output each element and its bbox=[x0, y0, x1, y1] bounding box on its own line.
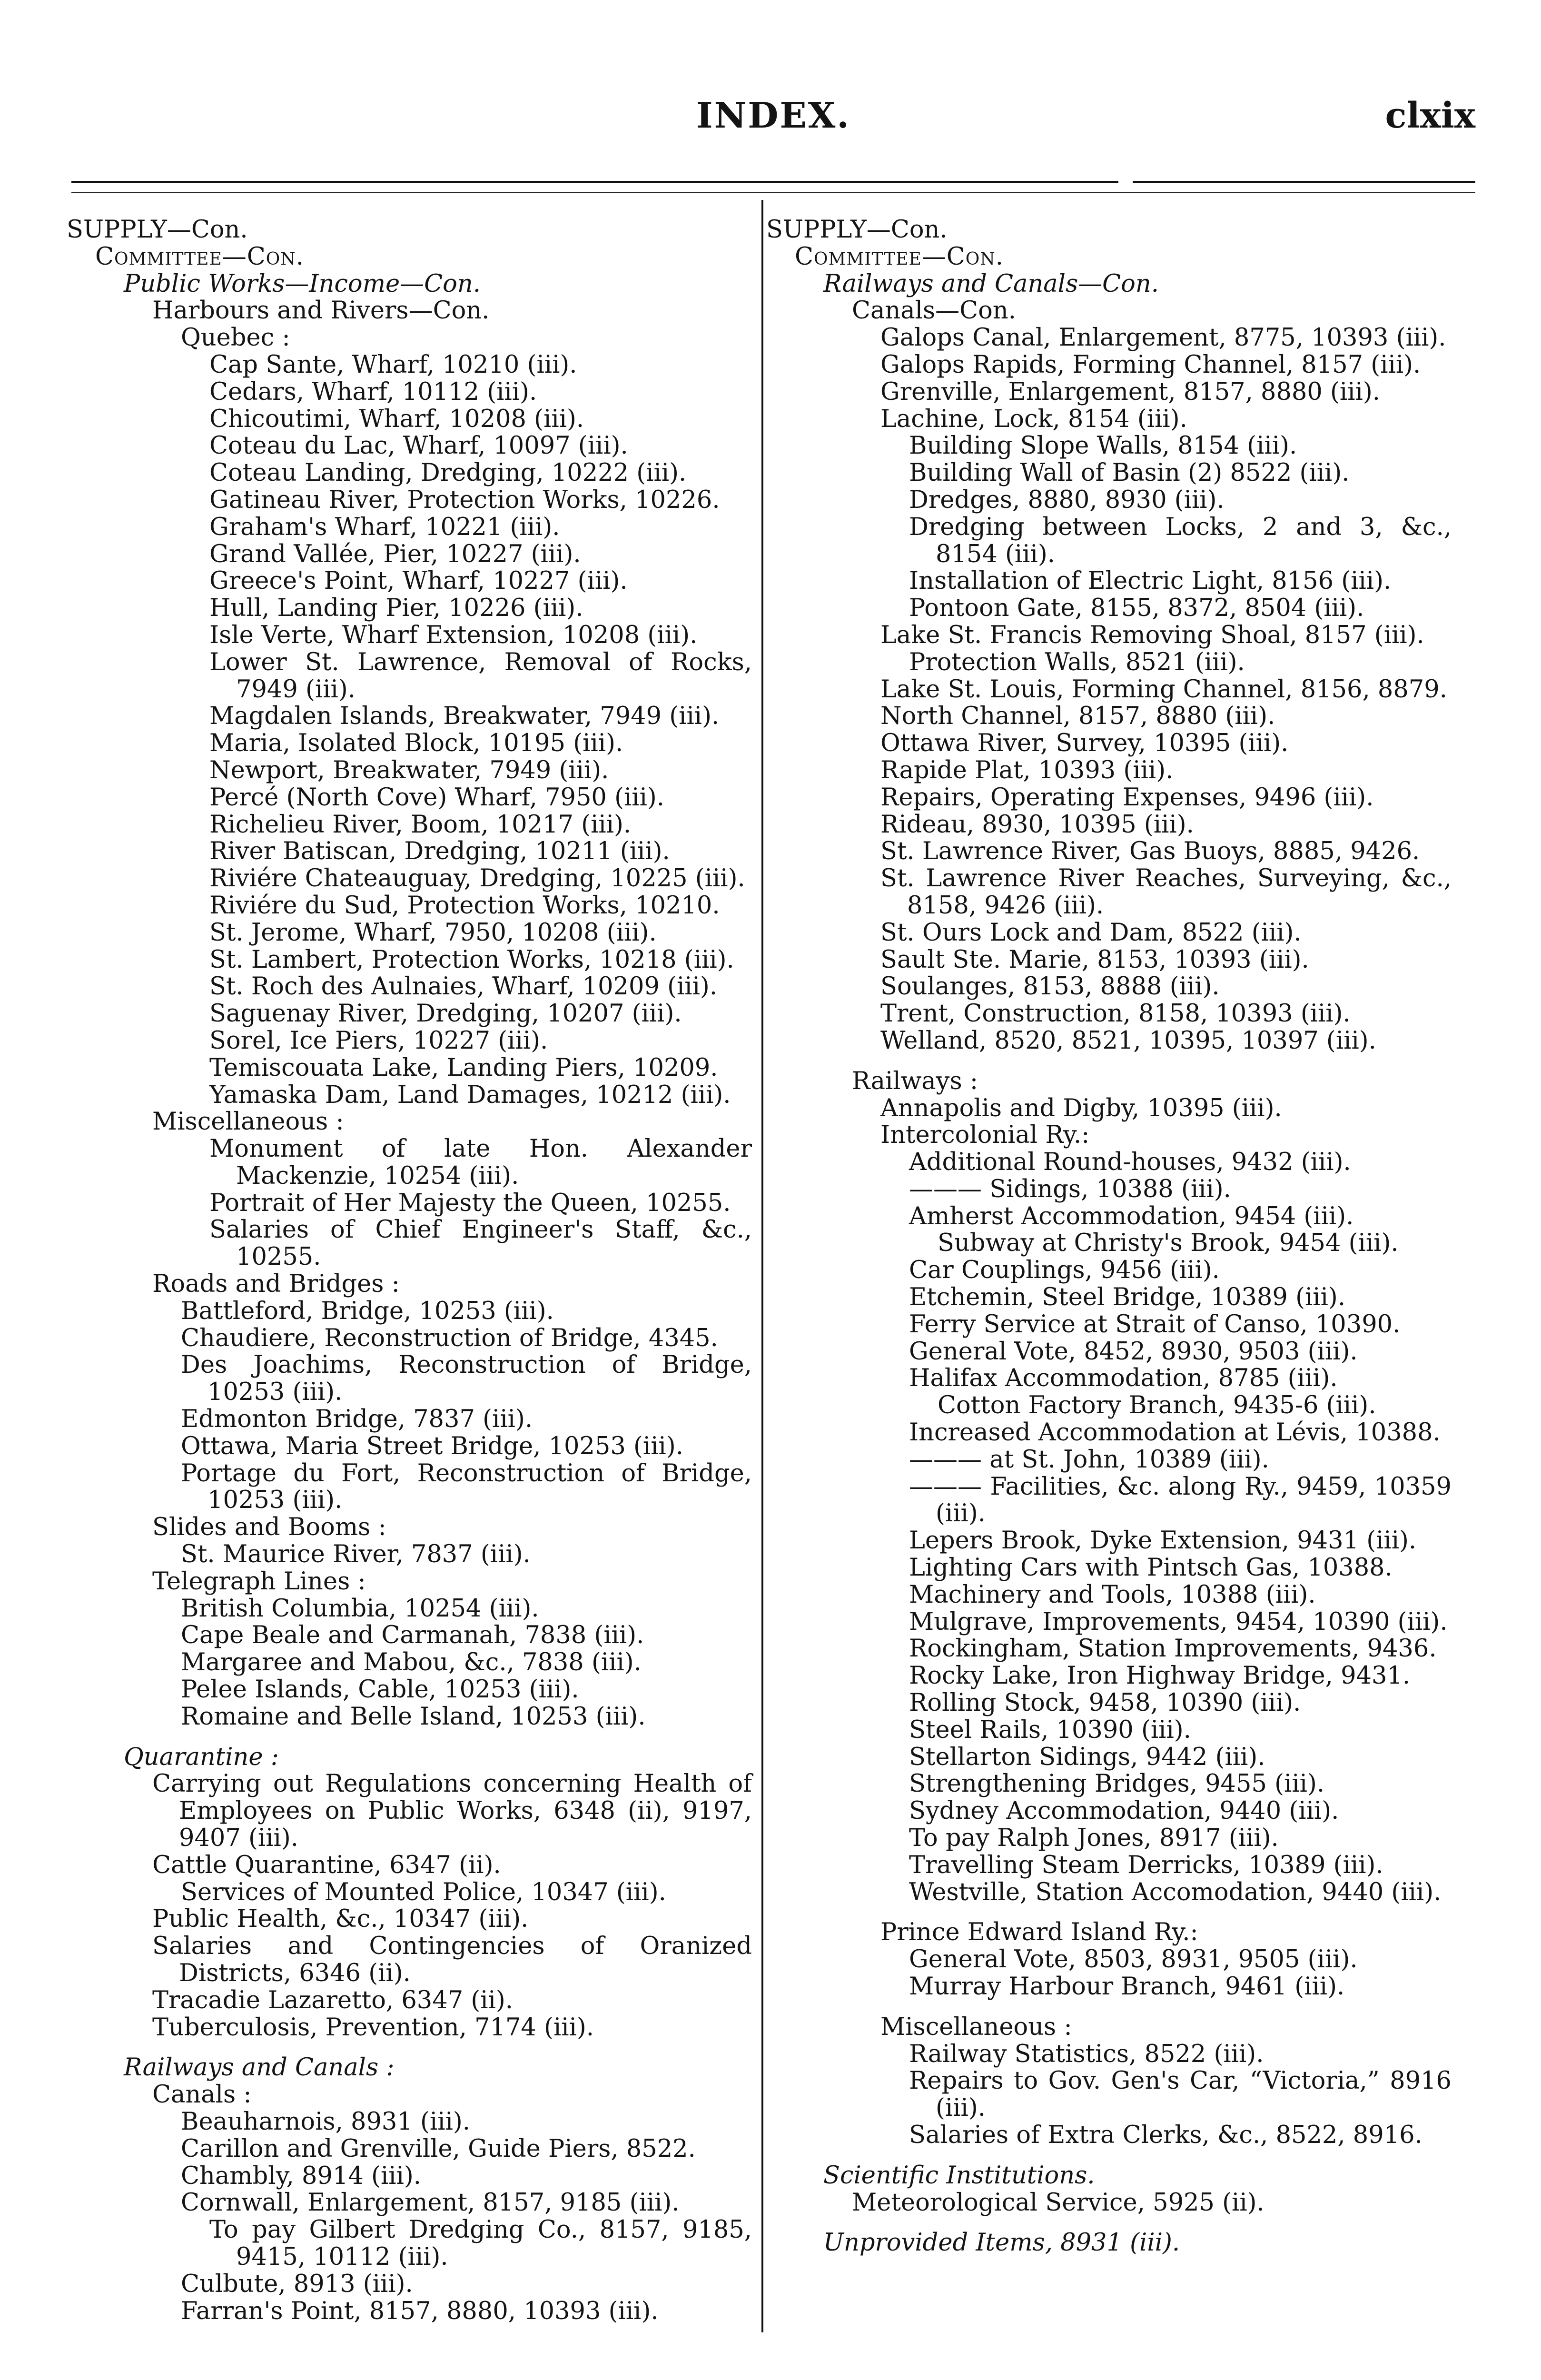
index-entry: Galops Canal, Enlargement, 8775, 10393 (iii). bbox=[880, 324, 1446, 352]
index-entry: Magdalen Islands, Breakwater, 7949 (iii). bbox=[209, 702, 720, 731]
index-entry: Greece's Point, Wharf, 10227 (iii). bbox=[209, 567, 628, 595]
index-entry: St. Lawrence River, Gas Buoys, 8885, 9426. bbox=[880, 837, 1420, 866]
index-entry: Pelee Islands, Cable, 10253 (iii). bbox=[181, 1676, 579, 1704]
index-entry: Romaine and Belle Island, 10253 (iii). bbox=[181, 1702, 646, 1731]
index-entry: Miscellaneous : bbox=[880, 2013, 1072, 2041]
header-rule-left bbox=[71, 181, 1118, 183]
index-entry: Protection Walls, 8521 (iii). bbox=[909, 648, 1245, 676]
index-entry: General Vote, 8503, 8931, 9505 (iii). bbox=[909, 1945, 1358, 1974]
index-entry: Cape Beale and Carmanah, 7838 (iii). bbox=[181, 1621, 644, 1650]
index-entry: Cap Sante, Wharf, 10210 (iii). bbox=[209, 350, 577, 379]
index-entry: Welland, 8520, 8521, 10395, 10397 (iii). bbox=[880, 1026, 1376, 1055]
index-entry: Ottawa, Maria Street Bridge, 10253 (iii). bbox=[181, 1432, 683, 1460]
index-entry: Quarantine : bbox=[124, 1743, 279, 1771]
index-entry: Harbours and Rivers—Con. bbox=[152, 297, 490, 325]
index-entry: Tracadie Lazaretto, 6347 (ii). bbox=[152, 1986, 513, 2014]
index-entry: Canals—Con. bbox=[852, 297, 1016, 325]
index-column-left bbox=[67, 217, 752, 2325]
index-entry: St. Roch des Aulnaies, Wharf, 10209 (iii). bbox=[209, 972, 718, 1001]
index-entry: Lighting Cars with Pintsch Gas, 10388. bbox=[909, 1554, 1393, 1582]
index-entry: General Vote, 8452, 8930, 9503 (iii). bbox=[909, 1337, 1358, 1366]
index-entry: Rapide Plat, 10393 (iii). bbox=[880, 756, 1174, 784]
index-entry: SUPPLY—Con. bbox=[766, 216, 948, 244]
index-entry: Installation of Electric Light, 8156 (iii). bbox=[909, 567, 1392, 595]
index-entry: Lake St. Louis, Forming Channel, 8156, 8879. bbox=[880, 675, 1447, 704]
index-entry: To pay Ralph Jones, 8917 (iii). bbox=[909, 1824, 1279, 1853]
index-entry: Railways : bbox=[852, 1067, 978, 1095]
index-entry: Dredging between Locks, 2 and 3, &c., 8154 (iii). bbox=[909, 513, 1452, 568]
index-entry: St. Ours Lock and Dam, 8522 (iii). bbox=[880, 918, 1302, 947]
index-column-right bbox=[766, 217, 1452, 2257]
index-entry: Committee—Con. bbox=[95, 242, 304, 271]
index-entry: Farran's Point, 8157, 8880, 10393 (iii). bbox=[181, 2297, 659, 2325]
index-entry: Des Joachims, Reconstruction of Bridge, 10253 (iii). bbox=[181, 1351, 752, 1407]
index-entry: Increased Accommodation at Lévis, 10388. bbox=[909, 1418, 1441, 1447]
index-entry: Percé (North Cove) Wharf, 7950 (iii). bbox=[209, 783, 665, 812]
index-entry: Portage du Fort, Reconstruction of Bridge, 10253 (iii). bbox=[181, 1459, 752, 1515]
index-entry: Salaries of Extra Clerks, &c., 8522, 8916. bbox=[909, 2121, 1422, 2149]
index-entry: Travelling Steam Derricks, 10389 (iii). bbox=[909, 1851, 1383, 1879]
index-entry: Soulanges, 8153, 8888 (iii). bbox=[880, 972, 1220, 1001]
index-entry: Cedars, Wharf, 10112 (iii). bbox=[209, 377, 537, 406]
index-entry: Repairs to Gov. Gen's Car, “Victoria,” 8916 (iii). bbox=[909, 2067, 1452, 2122]
index-entry: Scientific Institutions. bbox=[823, 2161, 1095, 2190]
index-entry: Carillon and Grenville, Guide Piers, 8522. bbox=[181, 2134, 696, 2163]
index-entry: Battleford, Bridge, 10253 (iii). bbox=[181, 1297, 554, 1325]
index-entry: Miscellaneous : bbox=[152, 1108, 344, 1136]
index-entry: Public Health, &c., 10347 (iii). bbox=[152, 1905, 529, 1934]
index-entry: Riviére du Sud, Protection Works, 10210. bbox=[209, 891, 720, 920]
index-entry: Coteau du Lac, Wharf, 10097 (iii). bbox=[209, 432, 628, 460]
index-entry: St. Jerome, Wharf, 7950, 10208 (iii). bbox=[209, 918, 657, 947]
index-entry: Richelieu River, Boom, 10217 (iii). bbox=[209, 810, 632, 839]
index-entry: Coteau Landing, Dredging, 10222 (iii). bbox=[209, 459, 687, 487]
index-entry: Rideau, 8930, 10395 (iii). bbox=[880, 810, 1194, 839]
index-entry: Building Slope Walls, 8154 (iii). bbox=[909, 432, 1297, 460]
index-entry: Building Wall of Basin (2) 8522 (iii). bbox=[909, 459, 1350, 487]
index-entry: Carrying out Regulations concerning Health of Employees on Public Works, 6348 (ii), 9197, 9407 (iii). bbox=[152, 1770, 752, 1853]
index-entry: Salaries and Contingencies of Oranized Districts, 6346 (ii). bbox=[152, 1932, 752, 1987]
index-entry: Cornwall, Enlargement, 8157, 9185 (iii). bbox=[181, 2189, 680, 2217]
index-entry: Rockingham, Station Improvements, 9436. bbox=[909, 1635, 1437, 1663]
index-entry: North Channel, 8157, 8880 (iii). bbox=[880, 702, 1275, 731]
index-entry: Railway Statistics, 8522 (iii). bbox=[909, 2040, 1264, 2068]
index-entry: St. Maurice River, 7837 (iii). bbox=[181, 1540, 531, 1569]
index-entry: Beauharnois, 8931 (iii). bbox=[181, 2107, 470, 2136]
index-entry: Galops Rapids, Forming Channel, 8157 (iii). bbox=[880, 350, 1421, 379]
index-entry: Isle Verte, Wharf Extension, 10208 (iii). bbox=[209, 621, 698, 649]
header-rule-bottom bbox=[71, 192, 1475, 193]
index-entry: Cattle Quarantine, 6347 (ii). bbox=[152, 1851, 501, 1879]
index-entry: Machinery and Tools, 10388 (iii). bbox=[909, 1580, 1316, 1609]
page-title: INDEX. bbox=[696, 95, 850, 136]
index-entry: British Columbia, 10254 (iii). bbox=[181, 1594, 539, 1623]
index-entry: Sorel, Ice Piers, 10227 (iii). bbox=[209, 1026, 548, 1055]
index-entry: Stellarton Sidings, 9442 (iii). bbox=[909, 1743, 1265, 1771]
index-entry: Unprovided Items, 8931 (iii). bbox=[823, 2229, 1180, 2257]
index-entry: Monument of late Hon. Alexander Mackenzie, 10254 (iii). bbox=[209, 1135, 752, 1190]
index-entry: Quebec : bbox=[181, 324, 290, 352]
index-entry: Strengthening Bridges, 9455 (iii). bbox=[909, 1770, 1325, 1798]
index-entry: ——— Facilities, &c. along Ry., 9459, 10359 (iii). bbox=[909, 1472, 1452, 1528]
index-entry: Canals : bbox=[152, 2081, 252, 2109]
index-entry: Roads and Bridges : bbox=[152, 1270, 400, 1299]
index-entry: Prince Edward Island Ry.: bbox=[880, 1918, 1198, 1947]
index-entry: Railways and Canals : bbox=[124, 2053, 395, 2082]
index-entry: Westville, Station Accomodation, 9440 (iii). bbox=[909, 1878, 1442, 1906]
index-entry: Chambly, 8914 (iii). bbox=[181, 2162, 421, 2190]
index-entry: Gatineau River, Protection Works, 10226. bbox=[209, 486, 720, 514]
index-entry: Services of Mounted Police, 10347 (iii). bbox=[181, 1878, 666, 1906]
index-entry: Annapolis and Digby, 10395 (iii). bbox=[880, 1094, 1282, 1122]
index-entry: Lachine, Lock, 8154 (iii). bbox=[880, 405, 1187, 433]
index-entry: Ferry Service at Strait of Canso, 10390. bbox=[909, 1310, 1401, 1339]
index-entry: Dredges, 8880, 8930 (iii). bbox=[909, 486, 1225, 514]
index-entry: Culbute, 8913 (iii). bbox=[181, 2270, 413, 2298]
index-entry: Graham's Wharf, 10221 (iii). bbox=[209, 513, 560, 541]
index-entry: Mulgrave, Improvements, 9454, 10390 (iii). bbox=[909, 1607, 1448, 1636]
index-entry: Lake St. Francis Removing Shoal, 8157 (iii). bbox=[880, 621, 1424, 649]
index-entry: Public Works—Income—Con. bbox=[124, 269, 481, 298]
index-entry: Lower St. Lawrence, Removal of Rocks, 7949 (iii). bbox=[209, 648, 752, 704]
index-entry: Portrait of Her Majesty the Queen, 10255. bbox=[209, 1189, 731, 1217]
index-entry: To pay Gilbert Dredging Co., 8157, 9185, 9415, 10112 (iii). bbox=[209, 2216, 752, 2271]
index-entry: Maria, Isolated Block, 10195 (iii). bbox=[209, 729, 623, 758]
index-entry: Amherst Accommodation, 9454 (iii). bbox=[909, 1202, 1354, 1230]
index-entry: Halifax Accommodation, 8785 (iii). bbox=[909, 1364, 1338, 1393]
index-entry: Railways and Canals—Con. bbox=[823, 269, 1159, 298]
index-entry: Additional Round-houses, 9432 (iii). bbox=[909, 1148, 1351, 1177]
index-entry: St. Lambert, Protection Works, 10218 (iii). bbox=[209, 945, 734, 974]
index-entry: Meteorological Service, 5925 (ii). bbox=[852, 2188, 1264, 2217]
index-entry: Car Couplings, 9456 (iii). bbox=[909, 1256, 1220, 1285]
index-entry: Grenville, Enlargement, 8157, 8880 (iii). bbox=[880, 377, 1380, 406]
index-entry: Tuberculosis, Prevention, 7174 (iii). bbox=[152, 2013, 594, 2042]
index-entry: Steel Rails, 10390 (iii). bbox=[909, 1716, 1191, 1744]
index-entry: Saguenay River, Dredging, 10207 (iii). bbox=[209, 1000, 682, 1028]
index-entry: Chicoutimi, Wharf, 10208 (iii). bbox=[209, 405, 584, 433]
index-entry: Slides and Booms : bbox=[152, 1513, 386, 1542]
index-entry: ——— Sidings, 10388 (iii). bbox=[909, 1175, 1231, 1203]
index-entry: Temiscouata Lake, Landing Piers, 10209. bbox=[209, 1053, 718, 1082]
index-entry: Telegraph Lines : bbox=[152, 1567, 366, 1596]
index-entry: Etchemin, Steel Bridge, 10389 (iii). bbox=[909, 1283, 1346, 1312]
index-entry: Grand Vallée, Pier, 10227 (iii). bbox=[209, 540, 581, 568]
index-entry: Margaree and Mabou, &c., 7838 (iii). bbox=[181, 1648, 642, 1677]
index-entry: Trent, Construction, 8158, 10393 (iii). bbox=[880, 1000, 1351, 1028]
index-entry: River Batiscan, Dredging, 10211 (iii). bbox=[209, 837, 670, 866]
column-divider bbox=[761, 200, 763, 2332]
index-entry: Intercolonial Ry.: bbox=[880, 1121, 1090, 1150]
page-header bbox=[71, 95, 1475, 152]
index-entry: Pontoon Gate, 8155, 8372, 8504 (iii). bbox=[909, 594, 1364, 623]
index-entry: ——— at St. John, 10389 (iii). bbox=[909, 1445, 1269, 1474]
index-entry: Hull, Landing Pier, 10226 (iii). bbox=[209, 594, 583, 623]
index-entry: Subway at Christy's Brook, 9454 (iii). bbox=[938, 1229, 1399, 1258]
index-entry: Yamaska Dam, Land Damages, 10212 (iii). bbox=[209, 1081, 731, 1109]
index-entry: Chaudiere, Reconstruction of Bridge, 4345. bbox=[181, 1324, 718, 1352]
index-entry: Rocky Lake, Iron Highway Bridge, 9431. bbox=[909, 1662, 1411, 1690]
index-entry: Cotton Factory Branch, 9435-6 (iii). bbox=[938, 1391, 1376, 1420]
index-entry: Lepers Brook, Dyke Extension, 9431 (iii). bbox=[909, 1527, 1417, 1555]
index-entry: Riviére Chateauguay, Dredging, 10225 (iii). bbox=[209, 864, 745, 893]
index-entry: Newport, Breakwater, 7949 (iii). bbox=[209, 756, 609, 784]
index-entry: Murray Harbour Branch, 9461 (iii). bbox=[909, 1973, 1345, 2001]
index-entry: Rolling Stock, 9458, 10390 (iii). bbox=[909, 1689, 1301, 1717]
page-number: clxix bbox=[1385, 95, 1475, 136]
index-entry: Salaries of Chief Engineer's Staff, &c., 10255. bbox=[209, 1216, 752, 1271]
index-entry: Committee—Con. bbox=[795, 242, 1004, 271]
index-entry: Edmonton Bridge, 7837 (iii). bbox=[181, 1405, 533, 1434]
header-rule-right bbox=[1133, 181, 1475, 183]
index-entry: Sydney Accommodation, 9440 (iii). bbox=[909, 1797, 1339, 1825]
index-entry: Sault Ste. Marie, 8153, 10393 (iii). bbox=[880, 945, 1309, 974]
index-entry: SUPPLY—Con. bbox=[67, 216, 248, 244]
index-entry: Repairs, Operating Expenses, 9496 (iii). bbox=[880, 783, 1374, 812]
index-entry: Ottawa River, Survey, 10395 (iii). bbox=[880, 729, 1289, 758]
index-entry: St. Lawrence River Reaches, Surveying, &c., 8158, 9426 (iii). bbox=[880, 864, 1452, 920]
